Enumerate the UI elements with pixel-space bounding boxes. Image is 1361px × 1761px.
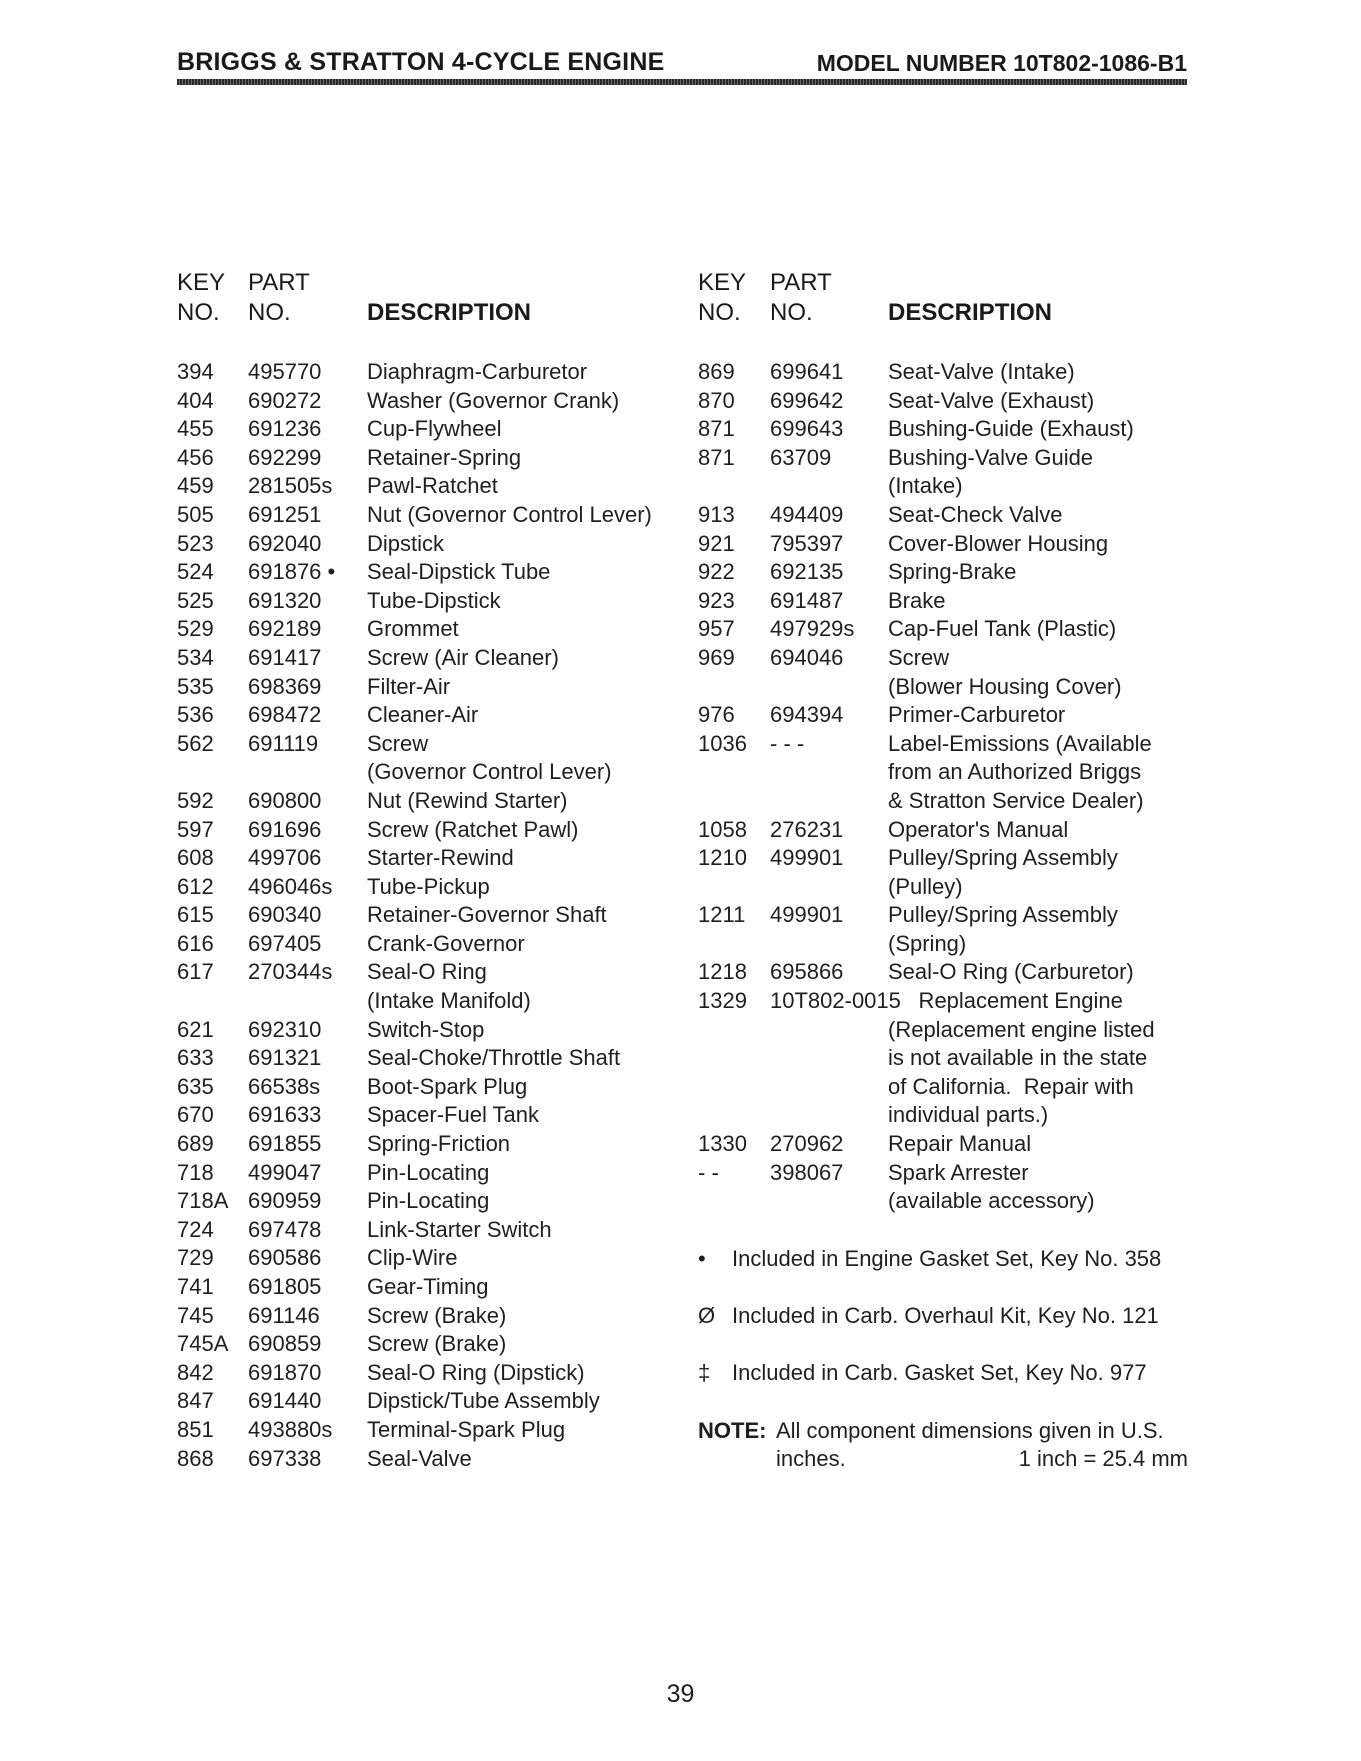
description-cell: Pin-Locating (367, 1159, 490, 1185)
key-number-cell: 562 (177, 730, 214, 756)
description-cell: Seal-O Ring (Carburetor) (888, 959, 1134, 985)
key-number-cell: 523 (177, 530, 214, 556)
description-cell: Dipstick/Tube Assembly (367, 1388, 600, 1414)
part-number-cell: 276231 (770, 816, 844, 842)
key-number-cell: 615 (177, 902, 214, 928)
description-cell: Seat-Valve (Exhaust) (888, 387, 1095, 413)
key-number-cell: - - (698, 1159, 719, 1185)
key-number-cell: 404 (177, 387, 214, 413)
key-number-cell: 741 (177, 1274, 214, 1299)
header-part-line2: NO. (770, 299, 813, 326)
table-row (177, 958, 697, 987)
description-cell: (Intake) (888, 473, 963, 499)
table-row (698, 1101, 1198, 1130)
key-number-cell: 921 (698, 530, 735, 556)
table-row (698, 444, 1198, 473)
key-number-cell: 913 (698, 501, 735, 527)
table-row (177, 644, 697, 673)
table-row (698, 930, 1198, 959)
table-row (177, 472, 697, 501)
table-row (698, 873, 1198, 902)
part-number-cell: - - - (770, 730, 805, 756)
description-cell: from an Authorized Briggs (888, 759, 1142, 785)
part-number-cell: 495770 (248, 359, 322, 384)
table-row (698, 816, 1198, 845)
rows-left (177, 358, 697, 1473)
description-cell: Primer-Carburetor (888, 702, 1066, 728)
footnotes-section (698, 1245, 1198, 1474)
description-cell: Screw (888, 644, 950, 670)
part-number-cell: 691870 (248, 1359, 322, 1385)
table-row (177, 1159, 697, 1188)
table-row (698, 415, 1198, 444)
key-number-cell: 1210 (698, 845, 747, 871)
part-number-cell: 270962 (770, 1131, 844, 1157)
footnote (698, 1359, 1198, 1388)
description-cell: (Intake Manifold) (367, 988, 531, 1014)
table-row (177, 1416, 697, 1445)
description-cell: Screw (Ratchet Pawl) (367, 816, 579, 842)
parts-table-right (698, 268, 1198, 1216)
description-cell: (Pulley) (888, 873, 963, 899)
key-number-cell: 870 (698, 387, 735, 413)
description-cell: Pawl-Ratchet (367, 473, 498, 499)
footnote (698, 1302, 1198, 1331)
key-number-cell: 1036 (698, 730, 747, 756)
part-number-cell: 699643 (770, 416, 844, 442)
description-cell: Pulley/Spring Assembly (888, 902, 1118, 928)
description-cell: Nut (Governor Control Lever) (367, 501, 652, 527)
table-row (698, 472, 1198, 501)
key-number-cell: 871 (698, 444, 735, 470)
description-cell: Retainer-Governor Shaft (367, 902, 607, 928)
key-number-cell: 1218 (698, 959, 747, 985)
part-number-cell: 270344s (248, 959, 333, 985)
description-cell: Retainer-Spring (367, 444, 522, 470)
table-row (698, 987, 1198, 1016)
part-number-cell: 281505s (248, 473, 333, 499)
key-number-cell: 534 (177, 644, 214, 670)
footnote-text: Included in Engine Gasket Set, Key No. 358 (732, 1246, 1162, 1271)
key-number-cell: 608 (177, 845, 214, 871)
table-row (177, 1302, 697, 1331)
table-row (177, 415, 697, 444)
part-number-cell: 63709 (770, 444, 832, 470)
table-row (698, 1016, 1198, 1045)
table-row (698, 673, 1198, 702)
header-description: DESCRIPTION (367, 299, 532, 326)
description-cell: Tube-Dipstick (367, 587, 501, 613)
part-number-cell: 499047 (248, 1159, 322, 1185)
description-cell: Screw (Air Cleaner) (367, 644, 559, 670)
header-description: DESCRIPTION (888, 299, 1053, 326)
description-cell: Spark Arrester (888, 1159, 1029, 1185)
key-number-cell: 689 (177, 1131, 214, 1157)
description-cell: Bushing-Valve Guide (888, 444, 1094, 470)
description-cell: Nut (Rewind Starter) (367, 787, 568, 813)
key-number-cell: 536 (177, 702, 214, 728)
key-number-cell: 724 (177, 1216, 214, 1242)
table-row (698, 387, 1198, 416)
description-cell: Seat-Check Valve (888, 501, 1063, 527)
table-row (698, 644, 1198, 673)
key-number-cell: 525 (177, 587, 214, 613)
description-cell: Operator's Manual (888, 816, 1069, 842)
part-number-cell: 10T802-0015 (770, 988, 901, 1014)
description-cell: Screw (Brake) (367, 1331, 507, 1357)
part-number-cell: 691236 (248, 416, 322, 442)
table-row (177, 1073, 697, 1102)
description-cell: Pulley/Spring Assembly (888, 845, 1118, 871)
part-number-cell: 499706 (248, 845, 322, 871)
description-cell: Crank-Governor (367, 930, 525, 956)
table-row (177, 444, 697, 473)
table-row (698, 730, 1198, 759)
description-cell: Grommet (367, 616, 459, 642)
table-row (177, 1387, 697, 1416)
header-part-line1: PART (248, 269, 310, 296)
key-number-cell: 1330 (698, 1131, 747, 1157)
description-cell: Seal-O Ring (367, 959, 487, 985)
table-row (177, 501, 697, 530)
table-row (177, 1187, 697, 1216)
table-row (698, 787, 1198, 816)
part-number-cell: 692135 (770, 559, 844, 585)
part-number-cell: 697338 (248, 1445, 322, 1471)
key-number-cell: 670 (177, 1102, 214, 1128)
table-row (177, 587, 697, 616)
part-number-cell: 692310 (248, 1016, 322, 1042)
key-number-cell: 612 (177, 873, 214, 899)
part-number-cell: 691855 (248, 1131, 322, 1157)
table-row (177, 530, 697, 559)
header-key-line2: NO. (177, 299, 220, 326)
part-number-cell: 692189 (248, 616, 322, 642)
table-row (698, 1159, 1198, 1188)
part-number-cell: 691805 (248, 1274, 322, 1299)
key-number-cell: 718 (177, 1159, 214, 1185)
table-row (177, 844, 697, 873)
part-number-cell: 499901 (770, 845, 844, 871)
header-key-line2: NO. (698, 299, 741, 326)
description-cell: Spring-Friction (367, 1131, 511, 1157)
part-number-cell: 698369 (248, 673, 322, 699)
table-row (698, 587, 1198, 616)
key-number-cell: 597 (177, 816, 214, 842)
key-number-cell: 718A (177, 1188, 229, 1214)
table-row (698, 1187, 1198, 1216)
table-row (177, 987, 697, 1016)
table-row (177, 816, 697, 845)
table-row (177, 558, 697, 587)
table-row (177, 1044, 697, 1073)
part-number-cell: 398067 (770, 1159, 844, 1185)
description-cell: individual parts.) (888, 1102, 1049, 1128)
footnote (698, 1245, 1198, 1274)
table-row (698, 530, 1198, 559)
key-number-cell: 729 (177, 1245, 214, 1271)
rows-right (698, 358, 1198, 1216)
table-row (177, 1016, 697, 1045)
header-key-line1: KEY (177, 269, 226, 296)
part-number-cell: 493880s (248, 1416, 333, 1442)
part-number-cell: 690959 (248, 1188, 322, 1214)
description-cell: Screw (Brake) (367, 1302, 507, 1328)
part-number-cell: 691417 (248, 644, 322, 670)
part-number-cell: 692040 (248, 530, 322, 556)
description-cell: Repair Manual (888, 1131, 1032, 1157)
part-number-cell: 691320 (248, 587, 322, 613)
part-number-cell: 694394 (770, 702, 844, 728)
table-row (177, 701, 697, 730)
note-label: NOTE: (698, 1417, 767, 1443)
part-number-cell: 691633 (248, 1102, 322, 1128)
table-row (698, 758, 1198, 787)
description-cell: Cap-Fuel Tank (Plastic) (888, 616, 1117, 642)
table-row (698, 958, 1198, 987)
key-number-cell: 617 (177, 959, 214, 985)
key-number-cell: 535 (177, 673, 214, 699)
part-number-cell: 496046s (248, 873, 333, 899)
table-row (177, 730, 697, 759)
part-number-cell: 698472 (248, 702, 322, 728)
part-number-cell: 692299 (248, 444, 322, 470)
footnote-symbol: Ø (698, 1303, 716, 1329)
header-title: BRIGGS & STRATTON 4-CYCLE ENGINE (177, 48, 665, 76)
description-cell: Starter-Rewind (367, 845, 514, 871)
page-header (177, 48, 1187, 80)
key-number-cell: 635 (177, 1073, 214, 1099)
description-cell: is not available in the state (888, 1045, 1148, 1071)
note-line1: All component dimensions given in U.S. (776, 1417, 1164, 1443)
key-number-cell: 1329 (698, 988, 747, 1014)
key-number-cell: 847 (177, 1388, 214, 1414)
key-number-cell: 868 (177, 1445, 214, 1471)
table-row (698, 844, 1198, 873)
table-row (177, 1359, 697, 1388)
key-number-cell: 745A (177, 1331, 229, 1357)
description-cell: & Stratton Service Dealer) (888, 787, 1144, 813)
key-number-cell: 455 (177, 416, 214, 442)
description-cell: Bushing-Guide (Exhaust) (888, 416, 1134, 442)
footnote-symbol: • (698, 1246, 706, 1271)
description-cell: Link-Starter Switch (367, 1216, 552, 1242)
description-cell: Diaphragm-Carburetor (367, 359, 588, 384)
description-cell: (Blower Housing Cover) (888, 673, 1122, 699)
part-number-cell: 499901 (770, 902, 844, 928)
key-number-cell: 621 (177, 1016, 214, 1042)
key-number-cell: 529 (177, 616, 214, 642)
note-conversion: 1 inch = 25.4 mm (1018, 1446, 1188, 1472)
header-rule (177, 79, 1187, 85)
part-number-cell: 691440 (248, 1388, 322, 1414)
key-number-cell: 633 (177, 1045, 214, 1071)
description-cell: (Governor Control Lever) (367, 759, 612, 785)
description-cell: Washer (Governor Crank) (367, 387, 620, 413)
part-number-cell: 690586 (248, 1245, 322, 1271)
key-number-cell: 976 (698, 702, 735, 728)
part-number-cell: 699642 (770, 387, 844, 413)
description-cell: Seal-Valve (367, 1445, 472, 1471)
part-number-cell: 691876 • (248, 559, 336, 585)
table-row (698, 558, 1198, 587)
key-number-cell: 969 (698, 644, 735, 670)
key-number-cell: 869 (698, 359, 735, 384)
description-cell: Tube-Pickup (367, 873, 490, 899)
part-number-cell: 691119 (248, 730, 319, 756)
part-number-cell: 695866 (770, 959, 844, 985)
table-row (177, 1445, 697, 1474)
note-line2: inches. (776, 1446, 846, 1472)
table-row (698, 701, 1198, 730)
description-cell: Filter-Air (367, 673, 451, 699)
part-number-cell: 691251 (248, 501, 322, 527)
key-number-cell: 524 (177, 559, 214, 585)
part-number-cell: 691487 (770, 587, 844, 613)
column-headers-right (698, 268, 1198, 332)
part-number-cell: 699641 (770, 359, 844, 384)
part-number-cell: 697478 (248, 1216, 322, 1242)
footnote-text: Included in Carb. Overhaul Kit, Key No. 121 (732, 1303, 1159, 1329)
table-row (177, 873, 697, 902)
table-row (698, 901, 1198, 930)
parts-table-left (177, 268, 697, 1473)
table-row (698, 615, 1198, 644)
part-number-cell: 691321 (248, 1045, 322, 1071)
description-cell: Cleaner-Air (367, 702, 479, 728)
header-part-line1: PART (770, 269, 832, 296)
header-key-line1: KEY (698, 269, 747, 296)
description-cell: Clip-Wire (367, 1245, 458, 1271)
part-number-cell: 690272 (248, 387, 322, 413)
table-row (698, 501, 1198, 530)
table-row (177, 1273, 697, 1302)
description-cell: Spacer-Fuel Tank (367, 1102, 540, 1128)
description-cell: Spring-Brake (888, 559, 1017, 585)
description-cell: Pin-Locating (367, 1188, 490, 1214)
table-row (177, 930, 697, 959)
description-cell: Terminal-Spark Plug (367, 1416, 566, 1442)
key-number-cell: 394 (177, 359, 214, 384)
table-row (698, 1130, 1198, 1159)
footnote-text: Included in Carb. Gasket Set, Key No. 977 (732, 1360, 1147, 1386)
key-number-cell: 1058 (698, 816, 747, 842)
key-number-cell: 505 (177, 501, 214, 527)
table-row (698, 1044, 1198, 1073)
description-cell: Boot-Spark Plug (367, 1073, 528, 1099)
key-number-cell: 957 (698, 616, 735, 642)
description-cell: (available accessory) (888, 1188, 1095, 1214)
part-number-cell: 690340 (248, 902, 322, 928)
description-cell: Seal-Choke/Throttle Shaft (367, 1045, 621, 1071)
table-row (177, 1244, 697, 1273)
table-row (177, 673, 697, 702)
header-model-number: MODEL NUMBER 10T802-1086-B1 (816, 50, 1187, 76)
description-cell: Cup-Flywheel (367, 416, 502, 442)
description-cell: Switch-Stop (367, 1016, 485, 1042)
description-cell: (Spring) (888, 930, 967, 956)
footnote-symbol: ‡ (698, 1360, 711, 1386)
part-number-cell: 66538s (248, 1073, 321, 1099)
part-number-cell: 497929s (770, 616, 855, 642)
table-row (177, 901, 697, 930)
table-row (177, 758, 697, 787)
description-cell: Cover-Blower Housing (888, 530, 1109, 556)
dimension-note (698, 1417, 1198, 1474)
part-number-cell: 691696 (248, 816, 322, 842)
header-part-line2: NO. (248, 299, 291, 326)
description-cell: (Replacement engine listed (888, 1016, 1155, 1042)
table-row (177, 1130, 697, 1159)
column-headers-left (177, 268, 697, 332)
table-row (177, 387, 697, 416)
description-cell: Replacement Engine (888, 988, 1123, 1014)
part-number-cell: 690859 (248, 1331, 322, 1357)
part-number-cell: 691146 (248, 1302, 320, 1328)
description-cell: of California. Repair with (888, 1073, 1134, 1099)
key-number-cell: 1211 (698, 902, 746, 928)
description-cell: Brake (888, 587, 946, 613)
description-cell: Seal-O Ring (Dipstick) (367, 1359, 585, 1385)
key-number-cell: 923 (698, 587, 735, 613)
description-cell: Screw (367, 730, 429, 756)
description-cell: Label-Emissions (Available (888, 730, 1152, 756)
key-number-cell: 871 (698, 416, 735, 442)
part-number-cell: 494409 (770, 501, 844, 527)
part-number-cell: 697405 (248, 930, 322, 956)
part-number-cell: 690800 (248, 787, 322, 813)
table-row (177, 1101, 697, 1130)
key-number-cell: 592 (177, 787, 214, 813)
key-number-cell: 851 (177, 1416, 214, 1442)
description-cell: Seat-Valve (Intake) (888, 359, 1075, 384)
key-number-cell: 459 (177, 473, 214, 499)
key-number-cell: 842 (177, 1359, 214, 1385)
table-row (177, 1216, 697, 1245)
key-number-cell: 922 (698, 559, 735, 585)
table-row (698, 1073, 1198, 1102)
description-cell: Dipstick (367, 530, 445, 556)
key-number-cell: 745 (177, 1302, 214, 1328)
description-cell: Seal-Dipstick Tube (367, 559, 551, 585)
table-row (177, 1330, 697, 1359)
description-cell: Gear-Timing (367, 1274, 489, 1299)
key-number-cell: 616 (177, 930, 214, 956)
table-row (177, 787, 697, 816)
table-row (698, 358, 1198, 387)
table-row (177, 358, 697, 387)
key-number-cell: 456 (177, 444, 214, 470)
page-number: 39 (666, 1680, 695, 1708)
part-number-cell: 694046 (770, 644, 844, 670)
part-number-cell: 795397 (770, 530, 844, 556)
table-row (177, 615, 697, 644)
